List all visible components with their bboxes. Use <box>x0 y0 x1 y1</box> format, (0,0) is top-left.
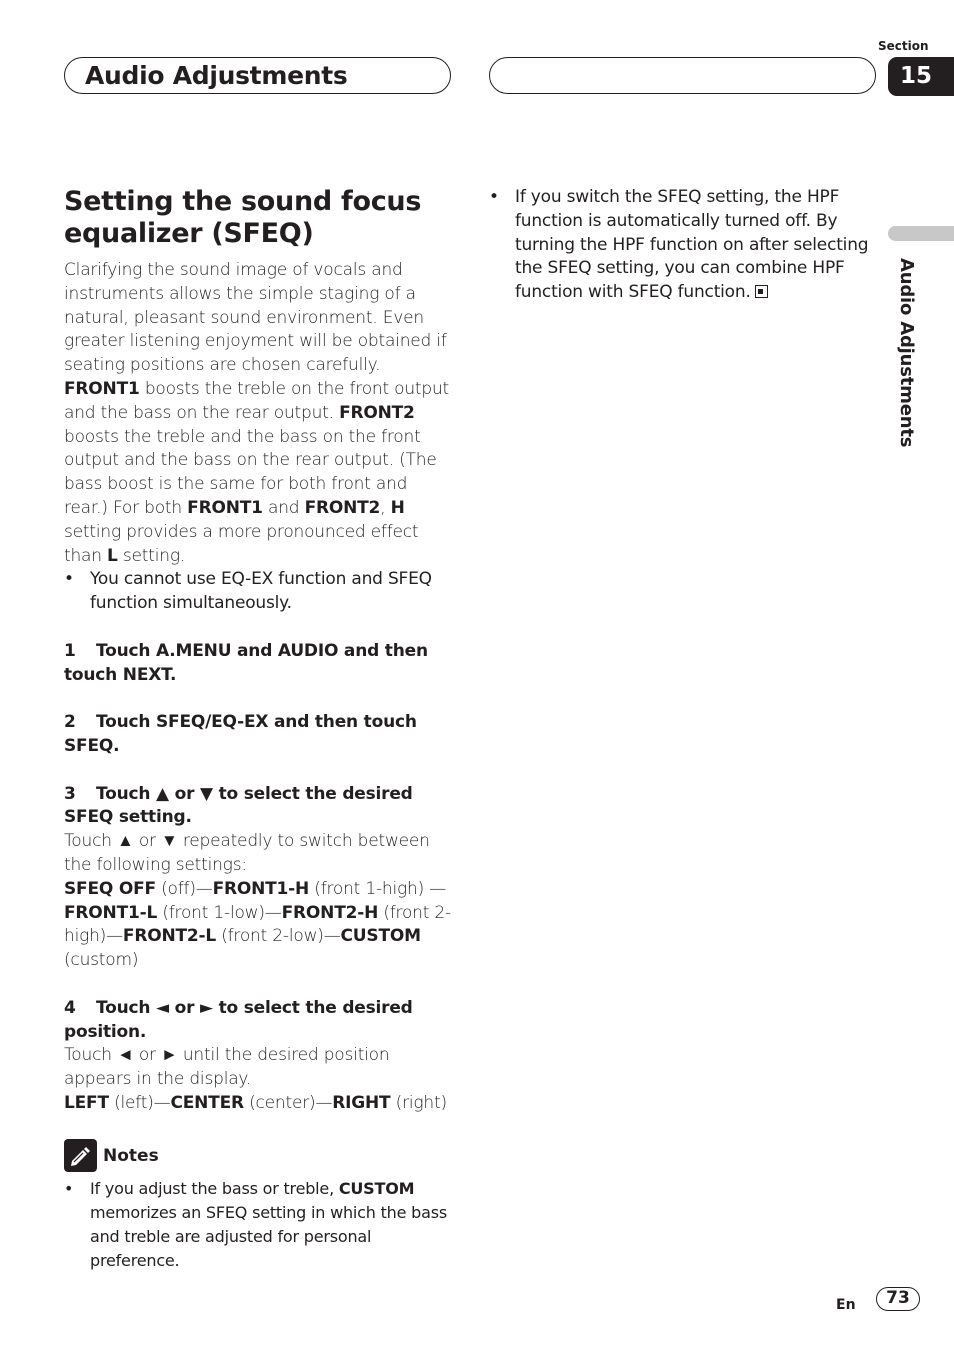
position-desc: (left)— <box>108 1092 171 1113</box>
pencil-icon <box>64 1139 97 1172</box>
setting-front1-l: FRONT1-L <box>64 902 158 923</box>
l-label: L <box>107 545 118 566</box>
step-text: Touch A.MENU and AUDIO and then touch NEXT. <box>64 640 428 685</box>
setting-front2-h: FRONT2-H <box>281 902 379 923</box>
position-left: LEFT <box>64 1092 109 1113</box>
note-item <box>64 1177 456 1273</box>
list-item: • You cannot use EQ-EX function and SFEQ function simultaneously. <box>64 568 456 616</box>
front1-label: FRONT1 <box>64 378 140 399</box>
step-text: Touch SFEQ/EQ-EX and then touch SFEQ. <box>64 712 417 756</box>
setting-sfeq-off: SFEQ OFF <box>64 878 156 899</box>
step-3-body <box>64 830 456 973</box>
h-label: H <box>390 497 405 518</box>
custom-label: CUSTOM <box>338 1178 415 1198</box>
front2-label: FRONT2 <box>339 402 415 423</box>
notes-header <box>64 1139 456 1173</box>
step-text: Touch ◄ or ► to select the desired position. <box>64 997 413 1042</box>
step-4-instruction: Touch ◄ or ► until the desired position appears in the display. <box>64 1045 390 1090</box>
setting-desc: (custom) <box>64 950 139 971</box>
position-desc: (center)— <box>243 1092 333 1113</box>
comma-text: , <box>380 497 391 518</box>
step-text: Touch ▲ or ▼ to select the desired SFEQ setting. <box>64 783 413 828</box>
setting-desc: (front 2-low)— <box>216 926 341 947</box>
side-tab <box>888 226 954 241</box>
page-number: 73 <box>876 1287 920 1311</box>
right-column <box>489 186 875 305</box>
list-item <box>489 186 875 305</box>
setting-front2-l: FRONT2-L <box>122 926 217 947</box>
note-text: memorizes an SFEQ setting in which the bass and treble are adjusted for personal preference. <box>90 1202 447 1270</box>
header-blank-pill <box>489 57 876 94</box>
notes-label: Notes <box>103 1145 159 1166</box>
step-number: 1 <box>64 640 76 661</box>
front2-text: boosts the treble and the bass on the front output and the bass on the rear output. (The bass boost is the same for both front and rear.) For both <box>64 426 437 518</box>
hpf-note: If you switch the SFEQ setting, the HPF function is automatically turned off. By turning the HPF function on after selecting the SFEQ setting, you can combine HPF function with SFEQ function. <box>515 187 869 303</box>
setting-custom: CUSTOM <box>340 926 421 947</box>
position-center: CENTER <box>170 1092 244 1113</box>
position-right: RIGHT <box>332 1092 391 1113</box>
step-number: 2 <box>64 712 76 733</box>
l-text: setting. <box>117 545 186 566</box>
step-number: 4 <box>64 997 76 1018</box>
step-number: 3 <box>64 783 76 804</box>
position-desc: (right) <box>390 1092 447 1113</box>
setting-desc: (front 1-low)— <box>157 902 282 923</box>
setting-desc: (front 2-high)— <box>64 902 451 947</box>
step-4-title <box>64 997 456 1045</box>
step-2-title <box>64 711 456 759</box>
language-label: En <box>836 1297 856 1313</box>
step-1-title <box>64 640 456 688</box>
setting-front1-h: FRONT1-H <box>212 878 310 899</box>
step-4-body <box>64 1044 456 1115</box>
front1-label: FRONT1 <box>187 497 263 518</box>
step-3-title <box>64 783 456 831</box>
step-3-instruction: Touch ▲ or ▼ repeatedly to switch between the following settings: <box>64 831 430 875</box>
setting-desc: (off)— <box>155 878 213 899</box>
front2-label: FRONT2 <box>304 497 381 518</box>
note-text: If you adjust the bass or treble, <box>90 1178 339 1198</box>
section-number: 15 <box>888 57 954 96</box>
h-text: setting provides a more pronounced effect than <box>64 521 419 566</box>
setting-desc: (front 1-high) — <box>309 878 447 899</box>
chapter-title: Audio Adjustments <box>85 61 348 90</box>
chapter-header <box>64 57 451 94</box>
section-label: Section <box>878 39 929 53</box>
front1-text: boosts the treble on the front output and the bass on the rear output. <box>64 378 450 423</box>
intro-paragraph <box>64 259 456 568</box>
and-text: and <box>262 497 305 518</box>
side-tab-label: Audio Adjustments <box>896 258 917 448</box>
page-heading: Setting the sound focus equalizer (SFEQ) <box>64 186 422 249</box>
main-column <box>64 186 456 1273</box>
intro-text: Clarifying the sound image of vocals and instruments allows the simple staging of a natural, pleasant sound environment. Even greater listening enjoyment will be obtained if seating positions are chosen carefully. <box>64 260 447 376</box>
end-of-section-icon <box>755 285 768 298</box>
